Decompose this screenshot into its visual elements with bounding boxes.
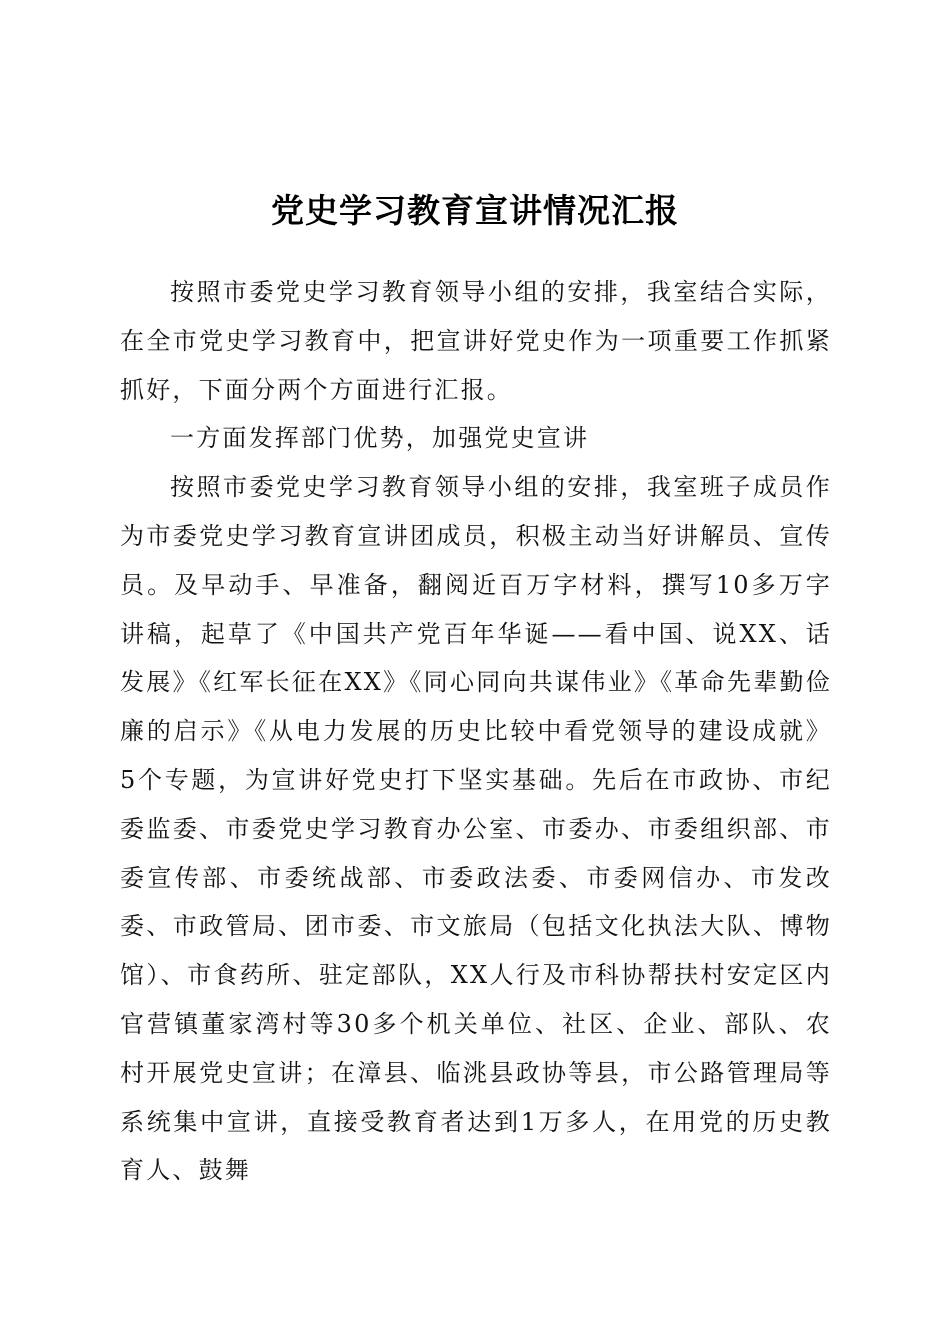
paragraph-intro: 按照市委党史学习教育领导小组的安排，我室结合实际，在全市党史学习教育中，把宣讲好党史作为一项重要工作抓紧抓好，下面分两个方面进行汇报。 [120,278,832,404]
document-title: 党史学习教育宣讲情况汇报 [271,191,679,230]
section-heading: 一方面发挥部门优势，加强党史宣讲 [170,424,590,453]
document-body [120,268,832,1195]
paragraph-section-body: 按照市委党史学习教育领导小组的安排，我室班子成员作为市委党史学习教育宣讲团成员，积极主动当好讲解员、宣传员。及早动手、早准备，翻阅近百万字材料，撰写10多万字讲稿，起草了《中国共产党百年华诞——看中国、说XX、话发展》《红军长征在XX》《同心同向共谋伟业》《革命先辈勤俭廉的启示》《从电力发展的历史比较中看党领导的建设成就》5个专题，为宣讲好党史打下坚实基础。先后在市政协、市纪委监委、市委党史学习教育办公室、市委办、市委组织部、市委宣传部、市委统战部、市委政法委、市委网信办、市发改委、市政管局、团市委、市文旅局（包括文化执法大队、博物馆）、市食药所、驻定部队，XX人行及市科协帮扶村安定区内官营镇董家湾村等30多个机关单位、社区、企业、部队、农村开展党史宣讲；在漳县、临洮县政协等县，市公路管理局等系统集中宣讲，直接受教育者达到1万多人，在用党的历史教育人、鼓舞 [120,473,832,1185]
